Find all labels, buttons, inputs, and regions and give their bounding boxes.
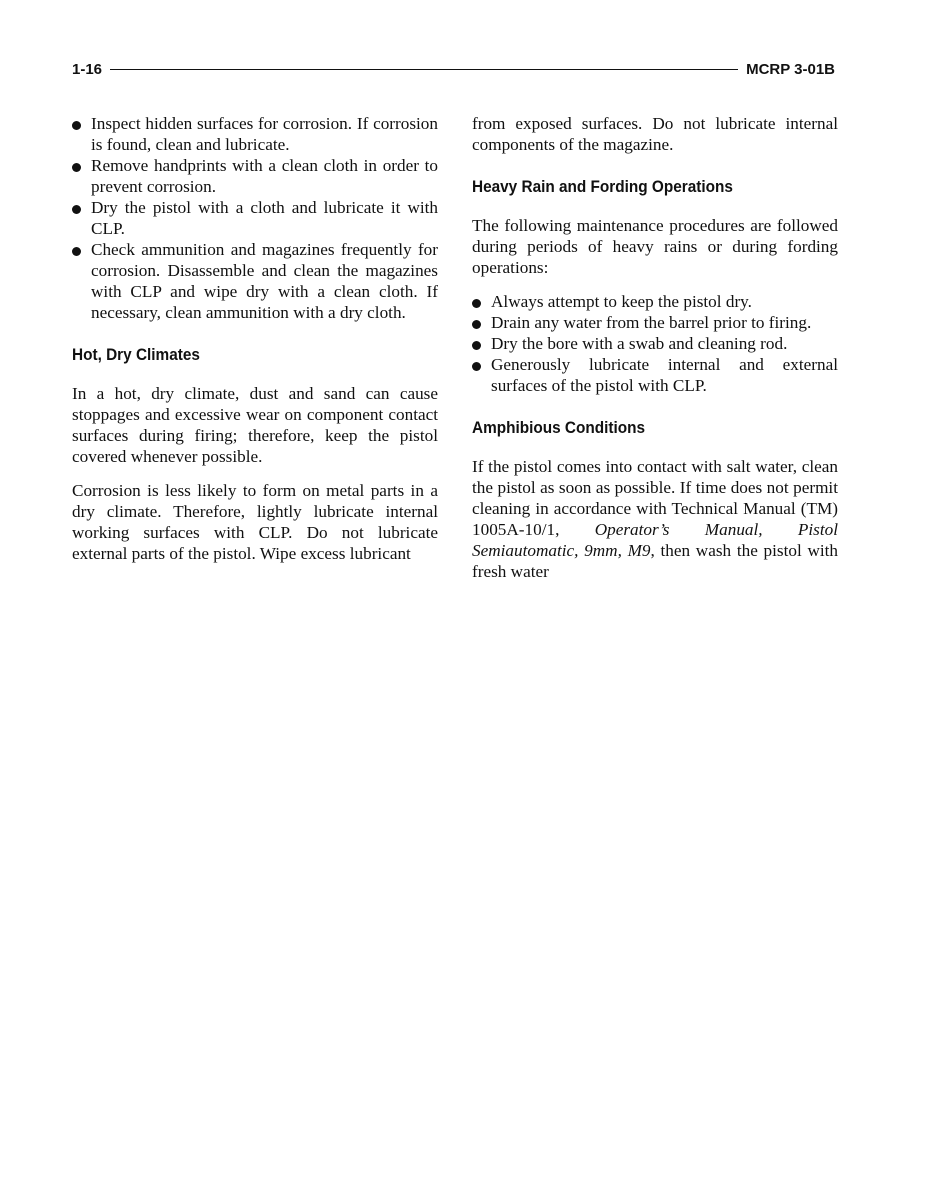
list-item: Always attempt to keep the pistol dry. xyxy=(472,291,838,312)
right-column xyxy=(472,113,838,595)
left-column xyxy=(72,113,438,577)
page-header xyxy=(72,58,835,80)
list-item: Dry the bore with a swab and cleaning rod. xyxy=(472,333,838,354)
list-item: Drain any water from the barrel prior to firing. xyxy=(472,312,838,333)
header-rule xyxy=(110,69,738,70)
maintenance-bullet-list xyxy=(72,113,438,323)
paragraph: Corrosion is less likely to form on metal parts in a dry climate. Therefore, lightly lubricate internal working surfaces with CLP. Do not lubricate external parts of the pistol. Wipe excess lubricant xyxy=(72,481,438,563)
list-item: Dry the pistol with a cloth and lubricate it with CLP. xyxy=(72,197,438,239)
paragraph: The following maintenance procedures are followed during periods of heavy rains or during fording operations: xyxy=(472,216,838,277)
paragraph: In a hot, dry climate, dust and sand can cause stoppages and excessive wear on component contact surfaces during firing; therefore, keep the pistol covered whenever possible. xyxy=(72,384,438,466)
section-heading-amphibious-conditions: Amphibious Conditions xyxy=(472,419,646,437)
list-item: Inspect hidden surfaces for corrosion. If corrosion is found, clean and lubricate. xyxy=(72,113,438,155)
list-item: Remove handprints with a clean cloth in order to prevent corrosion. xyxy=(72,155,438,197)
list-item: Generously lubricate internal and external surfaces of the pistol with CLP. xyxy=(472,354,838,396)
manual-title: Operator’s Manual, Pistol Semiautomatic, 9mm, M9 xyxy=(472,520,838,560)
document-id: MCRP 3-01B xyxy=(746,60,835,78)
amphibious-text-end: , then wash the pistol with fresh water xyxy=(472,541,839,581)
paragraph-continuation: from exposed surfaces. Do not lubricate internal components of the magazine. xyxy=(472,114,838,154)
paragraph xyxy=(472,456,838,582)
section-heading-hot-dry-climates: Hot, Dry Climates xyxy=(72,346,200,364)
amphibious-text-start: If the pistol comes into contact with salt water, clean the pistol as soon as possible. If time does not permit cleaning in accordance with Technical Manual (TM) 1005A-10/1, xyxy=(472,457,838,539)
heavy-rain-bullet-list xyxy=(472,291,838,396)
page-number: 1-16 xyxy=(72,60,103,78)
list-item: Check ammunition and magazines frequently for corrosion. Disassemble and clean the magazines with CLP and wipe dry with a clean cloth. If necessary, clean ammunition with a dry cloth. xyxy=(72,239,438,323)
section-heading-heavy-rain: Heavy Rain and Fording Operations xyxy=(472,178,733,196)
